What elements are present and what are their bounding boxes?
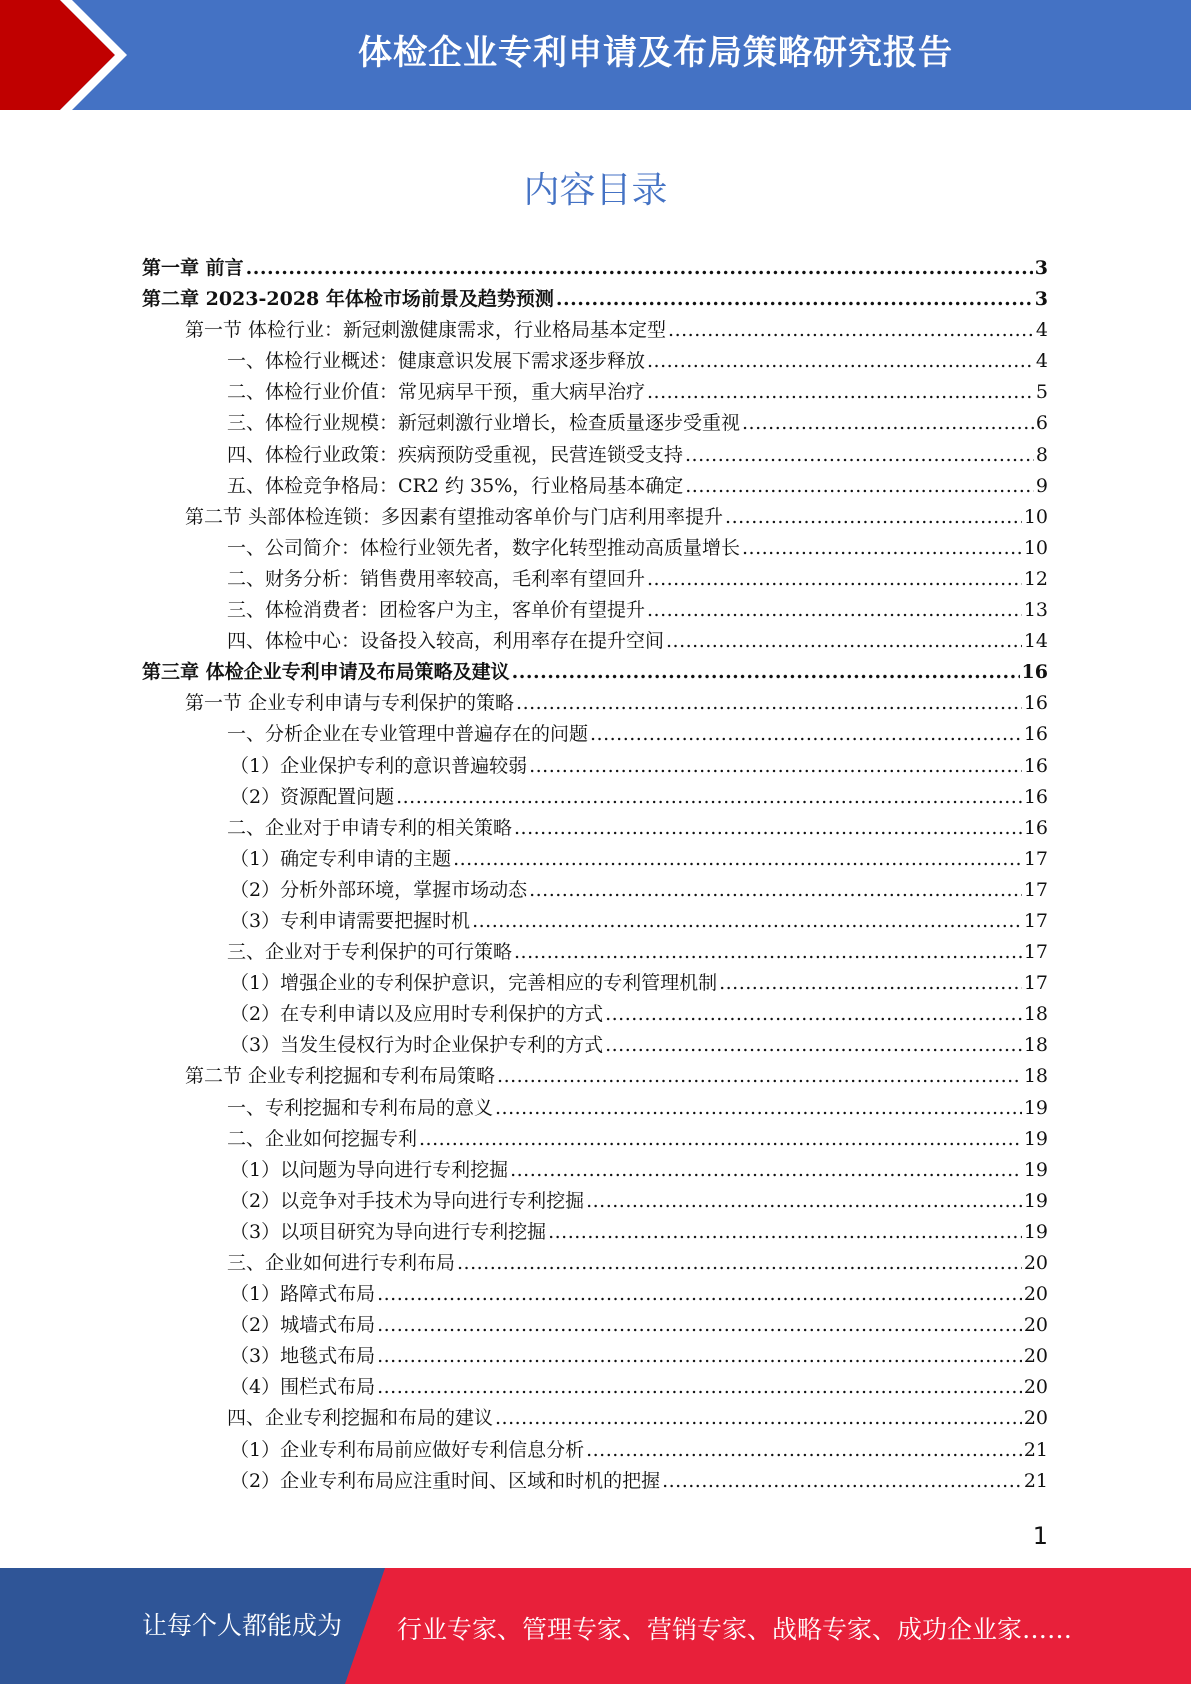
toc-entry-label: 四、体检中心：设备投入较高，利用率存在提升空间	[227, 630, 665, 653]
toc-entry-label: （3）以项目研究为导向进行专利挖掘	[230, 1220, 547, 1243]
toc-entry-label: 一、体检行业概述：健康意识发展下需求逐步释放	[227, 350, 646, 373]
toc-entry-label: （1）确定专利申请的主题	[230, 847, 452, 870]
toc-entry-label: 二、财务分析：销售费用率较高，毛利率有望回升	[227, 567, 646, 590]
toc-entry-label: （2）以竞争对手技术为导向进行专利挖掘	[230, 1189, 585, 1212]
toc-entry-label: 第三章 体检企业专利申请及布局策略及建议	[142, 661, 510, 684]
toc-entry-label: （1）企业保护专利的意识普遍较弱	[230, 754, 528, 777]
toc-leader-dots	[647, 350, 1034, 372]
toc-leader-dots	[666, 630, 1022, 652]
toc-entry-page: 18	[1023, 1003, 1048, 1026]
toc-entry[interactable]	[142, 844, 1048, 875]
toc-leader-dots	[647, 568, 1022, 590]
toc-entry-label: （2）分析外部环境，掌握市场动态	[230, 878, 528, 901]
toc-leader-dots	[495, 1407, 1022, 1429]
toc-entry-page: 21	[1023, 1438, 1048, 1461]
toc-leader-dots	[590, 723, 1022, 745]
toc-entry[interactable]	[142, 595, 1048, 626]
toc-entry-label: （2）在专利申请以及应用时专利保护的方式	[230, 1003, 604, 1026]
toc-entry[interactable]	[142, 906, 1048, 937]
toc-entry-label: （2）城墙式布局	[230, 1314, 376, 1337]
toc-entry-label: 二、企业对于申请专利的相关策略	[227, 816, 513, 839]
toc-entry-label: 第一节 体检行业：新冠刺激健康需求，行业格局基本定型	[185, 319, 667, 342]
toc-entry-page: 16	[1021, 661, 1048, 684]
toc-entry[interactable]	[142, 1217, 1048, 1248]
toc-entry-page: 17	[1023, 941, 1048, 964]
toc-entry-page: 17	[1023, 878, 1048, 901]
table-of-contents	[142, 253, 1048, 1497]
toc-entry[interactable]	[142, 533, 1048, 564]
toc-entry-label: （2）资源配置问题	[230, 785, 395, 808]
toc-leader-dots	[742, 537, 1022, 559]
toc-leader-dots	[685, 444, 1034, 466]
toc-leader-dots	[514, 941, 1022, 963]
toc-entry[interactable]	[142, 377, 1048, 408]
toc-entry-page: 19	[1023, 1096, 1048, 1119]
toc-entry-label: 第二节 企业专利挖掘和专利布局策略	[185, 1065, 496, 1088]
toc-leader-dots	[472, 910, 1022, 932]
toc-entry-label: （1）以问题为导向进行专利挖掘	[230, 1158, 509, 1181]
toc-entry[interactable]	[142, 284, 1048, 315]
toc-entry-page: 3	[1034, 257, 1048, 279]
toc-leader-dots	[377, 1376, 1022, 1398]
toc-entry[interactable]	[142, 440, 1048, 471]
toc-leader-dots	[512, 661, 1020, 683]
toc-entry-page: 8	[1035, 443, 1048, 466]
toc-leader-dots	[742, 412, 1034, 434]
toc-leader-dots	[662, 1470, 1022, 1492]
toc-entry-label: （3）当发生侵权行为时企业保护专利的方式	[230, 1034, 604, 1057]
toc-entry[interactable]	[142, 1403, 1048, 1434]
toc-leader-dots	[605, 1003, 1022, 1025]
toc-entry-page: 16	[1023, 723, 1048, 746]
page-number: 1	[1032, 1522, 1048, 1550]
toc-entry[interactable]	[142, 1279, 1048, 1310]
toc-entry-label: 五、体检竞争格局：CR2 约 35%，行业格局基本确定	[227, 474, 684, 497]
toc-leader-dots	[725, 506, 1022, 528]
footer-slogan-right: 行业专家、管理专家、营销专家、战略专家、成功企业家……	[397, 1615, 1073, 1644]
toc-entry-label: 四、体检行业政策：疾病预防受重视，民营连锁受支持	[227, 443, 684, 466]
toc-entry-label: （3）专利申请需要把握时机	[230, 909, 471, 932]
toc-entry-page: 20	[1023, 1376, 1048, 1399]
toc-entry-label: 一、公司简介：体检行业领先者，数字化转型推动高质量增长	[227, 536, 741, 559]
toc-leader-dots	[419, 1128, 1022, 1150]
toc-entry-page: 20	[1023, 1407, 1048, 1430]
toc-leader-dots	[586, 1439, 1022, 1461]
toc-leader-dots	[719, 972, 1022, 994]
toc-entry-label: （2）企业专利布局应注重时间、区域和时机的把握	[230, 1469, 661, 1492]
toc-entry[interactable]	[142, 937, 1048, 968]
toc-entry-page: 20	[1023, 1283, 1048, 1306]
toc-leader-dots	[510, 1159, 1022, 1181]
toc-entry-page: 14	[1023, 630, 1048, 653]
toc-entry[interactable]	[142, 719, 1048, 750]
toc-entry[interactable]	[142, 968, 1048, 999]
toc-entry-page: 16	[1023, 785, 1048, 808]
toc-entry-page: 9	[1035, 474, 1048, 497]
toc-entry-page: 17	[1023, 909, 1048, 932]
toc-entry[interactable]	[142, 657, 1048, 688]
toc-entry[interactable]	[142, 315, 1048, 346]
toc-leader-dots	[457, 1252, 1022, 1274]
toc-entry-page: 17	[1023, 972, 1048, 995]
toc-entry-page: 3	[1034, 288, 1048, 311]
toc-entry-label: 二、企业如何挖掘专利	[227, 1127, 418, 1150]
toc-leader-dots	[246, 257, 1033, 279]
toc-entry-page: 19	[1023, 1189, 1048, 1212]
toc-leader-dots	[377, 1345, 1022, 1367]
toc-leader-dots	[516, 692, 1022, 714]
toc-leader-dots	[495, 1097, 1022, 1119]
toc-entry-page: 4	[1035, 319, 1048, 342]
toc-entry-page: 20	[1023, 1252, 1048, 1274]
toc-entry[interactable]	[142, 1186, 1048, 1217]
toc-leader-dots	[377, 1283, 1022, 1305]
toc-entry-page: 20	[1023, 1314, 1048, 1337]
toc-entry-page: 10	[1023, 505, 1048, 528]
toc-entry[interactable]	[142, 1310, 1048, 1341]
toc-leader-dots	[396, 786, 1022, 808]
toc-entry[interactable]	[142, 471, 1048, 502]
toc-entry-page: 13	[1023, 599, 1048, 622]
toc-entry[interactable]	[142, 1341, 1048, 1372]
toc-leader-dots	[529, 755, 1022, 777]
toc-entry[interactable]	[142, 1030, 1048, 1061]
report-header	[0, 0, 1191, 110]
toc-entry-label: 第一章 前言	[142, 257, 244, 279]
toc-entry-label: 第二章 2023-2028 年体检市场前景及趋势预测	[142, 288, 554, 311]
toc-entry-page: 5	[1035, 381, 1048, 404]
toc-entry-label: 第二节 头部体检连锁：多因素有望推动客单价与门店利用率提升	[185, 505, 724, 528]
toc-entry-page: 20	[1023, 1345, 1048, 1368]
toc-leader-dots	[377, 1314, 1022, 1336]
toc-leader-dots	[548, 1221, 1022, 1243]
toc-leader-dots	[605, 1034, 1022, 1056]
toc-entry-label: 三、体检行业规模：新冠刺激行业增长，检查质量逐步受重视	[227, 412, 741, 435]
toc-leader-dots	[453, 848, 1022, 870]
toc-entry-page: 19	[1023, 1158, 1048, 1181]
report-title: 体检企业专利申请及布局策略研究报告	[358, 33, 953, 73]
toc-entry-label: 二、体检行业价值：常见病早干预，重大病早治疗	[227, 381, 646, 404]
toc-leader-dots	[647, 381, 1034, 403]
toc-entry-label: 三、企业如何进行专利布局	[227, 1252, 456, 1274]
toc-leader-dots	[514, 817, 1022, 839]
toc-entry-page: 16	[1023, 816, 1048, 839]
toc-entry[interactable]	[142, 346, 1048, 377]
toc-entry-page: 19	[1023, 1220, 1048, 1243]
toc-entry[interactable]	[142, 1155, 1048, 1186]
toc-entry[interactable]	[142, 688, 1048, 719]
toc-entry[interactable]	[142, 253, 1048, 284]
toc-entry-page: 17	[1023, 847, 1048, 870]
toc-entry-label: （3）地毯式布局	[230, 1345, 376, 1368]
toc-entry[interactable]	[142, 502, 1048, 533]
toc-entry-page: 10	[1023, 536, 1048, 559]
toc-entry-label: 一、分析企业在专业管理中普遍存在的问题	[227, 723, 589, 746]
toc-entry-page: 19	[1023, 1127, 1048, 1150]
toc-entry[interactable]	[142, 1372, 1048, 1403]
toc-entry-label: 第一节 企业专利申请与专利保护的策略	[185, 692, 515, 715]
footer-banner	[0, 1568, 1191, 1684]
toc-leader-dots	[685, 475, 1034, 497]
toc-entry-label: 三、体检消费者：团检客户为主，客单价有望提升	[227, 599, 646, 622]
toc-entry-label: （1）路障式布局	[230, 1283, 376, 1306]
toc-leader-dots	[668, 319, 1034, 341]
toc-entry-label: （1）增强企业的专利保护意识，完善相应的专利管理机制	[230, 972, 718, 995]
toc-entry[interactable]	[142, 564, 1048, 595]
toc-entry-label: （4）围栏式布局	[230, 1376, 376, 1399]
toc-entry-label: 一、专利挖掘和专利布局的意义	[227, 1096, 494, 1119]
toc-entry[interactable]	[142, 875, 1048, 906]
toc-entry-label: 三、企业对于专利保护的可行策略	[227, 941, 513, 964]
toc-leader-dots	[556, 288, 1033, 310]
toc-leader-dots	[497, 1065, 1022, 1087]
toc-entry-page: 16	[1023, 692, 1048, 715]
toc-entry[interactable]	[142, 782, 1048, 813]
toc-leader-dots	[529, 879, 1022, 901]
toc-leader-dots	[586, 1190, 1022, 1212]
toc-entry[interactable]	[142, 751, 1048, 782]
toc-entry-page: 18	[1023, 1065, 1048, 1088]
toc-entry[interactable]	[142, 1093, 1048, 1124]
toc-entry-page: 4	[1035, 350, 1048, 373]
toc-entry[interactable]	[142, 1435, 1048, 1466]
toc-entry[interactable]	[142, 999, 1048, 1030]
toc-entry-page: 21	[1023, 1469, 1048, 1492]
toc-entry-page: 6	[1035, 412, 1048, 435]
toc-leader-dots	[647, 599, 1022, 621]
toc-entry-page: 16	[1023, 754, 1048, 777]
toc-entry[interactable]	[142, 1466, 1048, 1497]
toc-entry-page: 18	[1023, 1034, 1048, 1057]
toc-heading: 内容目录	[523, 170, 668, 211]
toc-entry-label: 四、企业专利挖掘和布局的建议	[227, 1407, 494, 1430]
toc-entry-label: （1）企业专利布局前应做好专利信息分析	[230, 1438, 585, 1461]
toc-entry[interactable]	[142, 1124, 1048, 1155]
toc-entry[interactable]	[142, 626, 1048, 657]
toc-entry[interactable]	[142, 1061, 1048, 1092]
toc-entry[interactable]	[142, 408, 1048, 439]
toc-entry[interactable]	[142, 1248, 1048, 1279]
footer-slogan-left: 让每个人都能成为	[142, 1611, 343, 1640]
toc-entry-page: 12	[1023, 567, 1048, 590]
toc-entry[interactable]	[142, 813, 1048, 844]
